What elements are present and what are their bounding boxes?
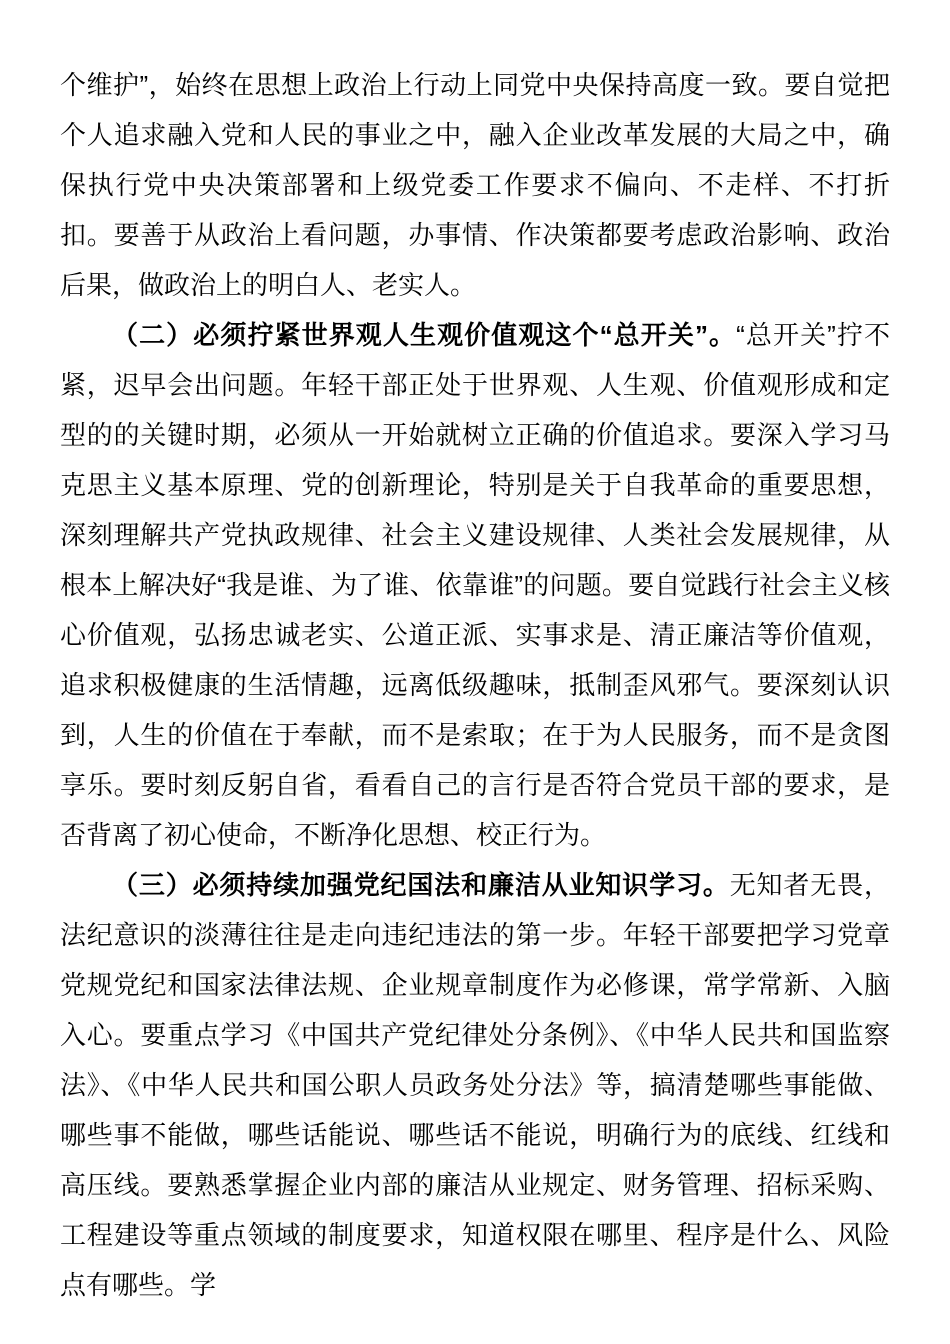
document-body (60, 60, 890, 1310)
paragraph-text: 无知者无畏，法纪意识的淡薄往往是走向违纪违法的第一步。年轻干部要把学习党章党规党纪和国家法律法规、企业规章制度作为必修课，常学常新、入脑入心。要重点学习《中国共产党纪律处分条例》、《中华人民共和国监察法》、《中华人民共和国公职人员政务处分法》等，搞清楚哪些事能做、哪些事不能做，哪些话能说、哪些话不能说，明确行为的底线、红线和高压线。要熟悉掌握企业内部的廉洁从业规定、财务管理、招标采购、工程建设等重点领域的制度要求，知道权限在哪里、程序是什么、风险点有哪些。学 (60, 870, 890, 1300)
paragraph-section-3 (60, 860, 890, 1310)
paragraph-text: “总开关”拧不紧，迟早会出问题。年轻干部正处于世界观、人生观、价值观形成和定型的的关键时期，必须从一开始就树立正确的价值追求。要深入学习马克思主义基本原理、党的创新理论，特别是关于自我革命的重要思想，深刻理解共产党执政规律、社会主义建设规律、人类社会发展规律，从根本上解决好“我是谁、为了谁、依靠谁”的问题。要自觉践行社会主义核心价值观，弘扬忠诚老实、公道正派、实事求是、清正廉洁等价值观，追求积极健康的生活情趣，远离低级趣味，抵制歪风邪气。要深刻认识到，人生的价值在于奉献，而不是索取；在于为人民服务，而不是贪图享乐。要时刻反躬自省，看看自己的言行是否符合党员干部的要求，是否背离了初心使命，不断净化思想、校正行为。 (60, 320, 890, 850)
section-2-heading: （二）必须拧紧世界观人生观价值观这个“总开关”。 (112, 320, 737, 350)
section-3-heading: （三）必须持续加强党纪国法和廉洁从业知识学习。 (112, 870, 730, 900)
paragraph-continuation (60, 60, 890, 310)
paragraph-section-2 (60, 310, 890, 860)
paragraph-text: 个维护”，始终在思想上政治上行动上同党中央保持高度一致。要自觉把个人追求融入党和人民的事业之中，融入企业改革发展的大局之中，确保执行党中央决策部署和上级党委工作要求不偏向、不走样、不打折扣。要善于从政治上看问题，办事情、作决策都要考虑政治影响、政治后果，做政治上的明白人、老实人。 (60, 70, 890, 300)
